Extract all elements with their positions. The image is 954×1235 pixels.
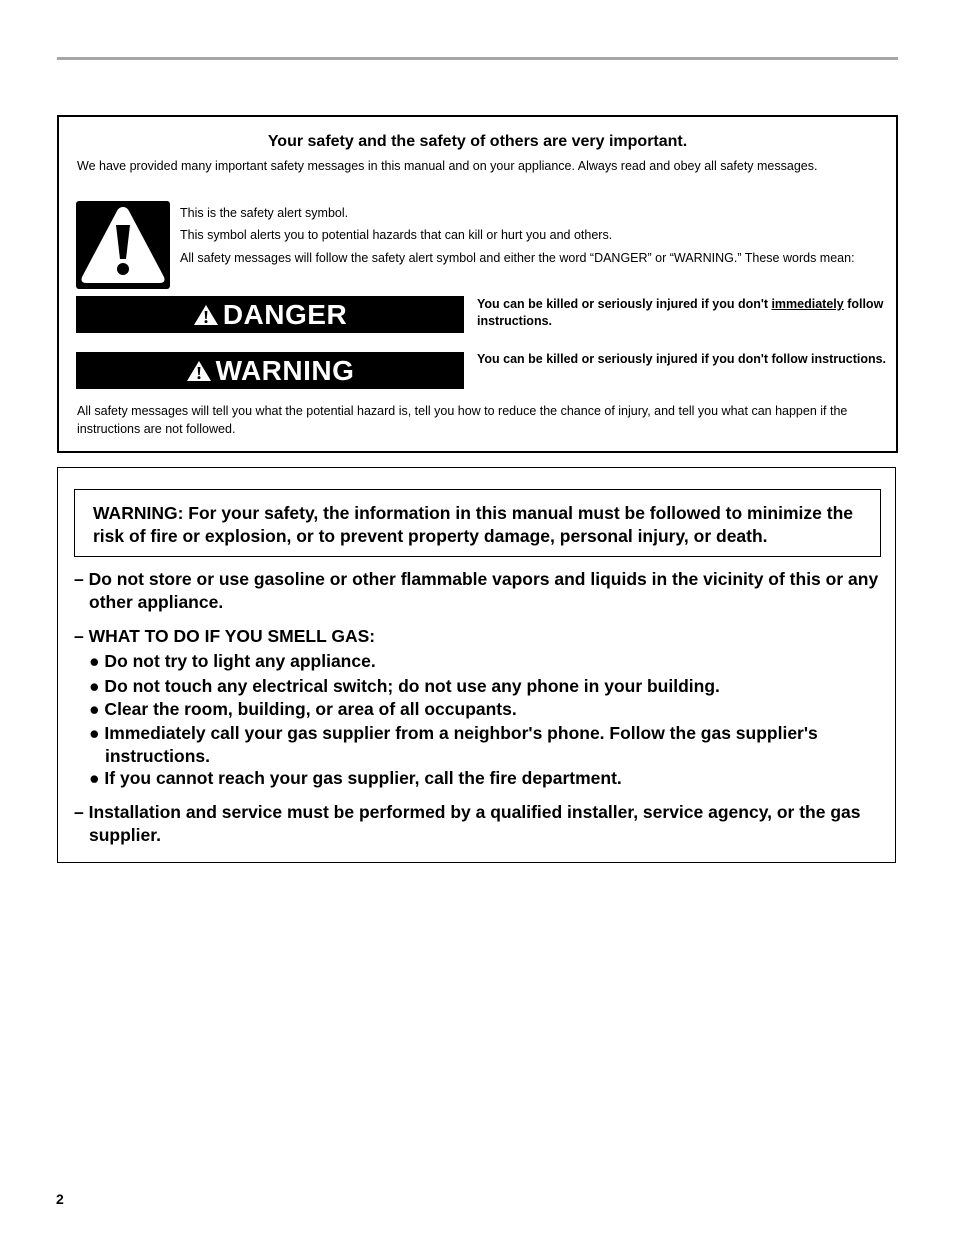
gas-bullet: ● If you cannot reach your gas supplier, call the fire department. xyxy=(89,768,622,788)
gas-warning-box xyxy=(57,467,896,863)
warning-triangle-icon xyxy=(186,359,212,383)
danger-label: DANGER xyxy=(222,298,348,330)
safety-box xyxy=(57,115,898,453)
gas-warning-callout xyxy=(74,489,881,557)
gas-bullet: ● Immediately call your gas supplier from a neighbor's phone. Follow the gas supplier's instructions. xyxy=(89,723,818,766)
gas-instruction: – WHAT TO DO IF YOU SMELL GAS: xyxy=(74,626,376,646)
alert-line: This is the safety alert symbol. xyxy=(180,206,349,220)
danger-desc-emphasis: immediately xyxy=(771,297,844,311)
safety-title: Your safety and the safety of others are very important. xyxy=(267,133,688,150)
danger-desc-text: You can be killed or seriously injured if you don't xyxy=(477,297,772,311)
gas-warning-text: WARNING: For your safety, the information in this manual must be followed to minimize the risk of fire or explosion, or to prevent property damage, personal injury, or death. xyxy=(93,503,854,546)
page-number: 2 xyxy=(56,1191,64,1207)
gas-bullet: ● Do not try to light any appliance. xyxy=(89,651,376,671)
safety-alert-icon xyxy=(76,201,170,289)
alert-line: All safety messages will follow the safety alert symbol and either the word “DANGER” or “WARNING.” These words mean: xyxy=(180,251,855,265)
danger-description xyxy=(477,296,892,330)
gas-bullet: ● Clear the room, building, or area of all occupants. xyxy=(89,699,517,719)
gas-instruction: – Installation and service must be performed by a qualified installer, service agency, or the gas supplier. xyxy=(74,802,861,845)
alert-line: This symbol alerts you to potential hazards that can kill or hurt you and others. xyxy=(180,228,613,242)
warning-banner xyxy=(76,352,464,389)
warning-description: You can be killed or seriously injured if you don't follow instructions. xyxy=(477,352,887,366)
gas-bullet: ● Do not touch any electrical switch; do not use any phone in your building. xyxy=(89,676,720,696)
warning-label: WARNING xyxy=(215,354,355,386)
safety-intro: We have provided many important safety messages in this manual and on your appliance. Always read and obey all safety messages. xyxy=(77,159,818,173)
danger-desc-text-end: follow instructions. xyxy=(477,297,884,328)
warning-triangle-icon xyxy=(193,303,219,327)
safety-footer: All safety messages will tell you what the potential hazard is, tell you how to reduce the chance of injury, and tell you what can happen if the instructions are not followed. xyxy=(77,404,848,436)
top-rule xyxy=(57,57,898,60)
danger-banner xyxy=(76,296,464,333)
gas-instruction: – Do not store or use gasoline or other flammable vapors and liquids in the vicinity of this or any other appliance. xyxy=(74,569,879,612)
